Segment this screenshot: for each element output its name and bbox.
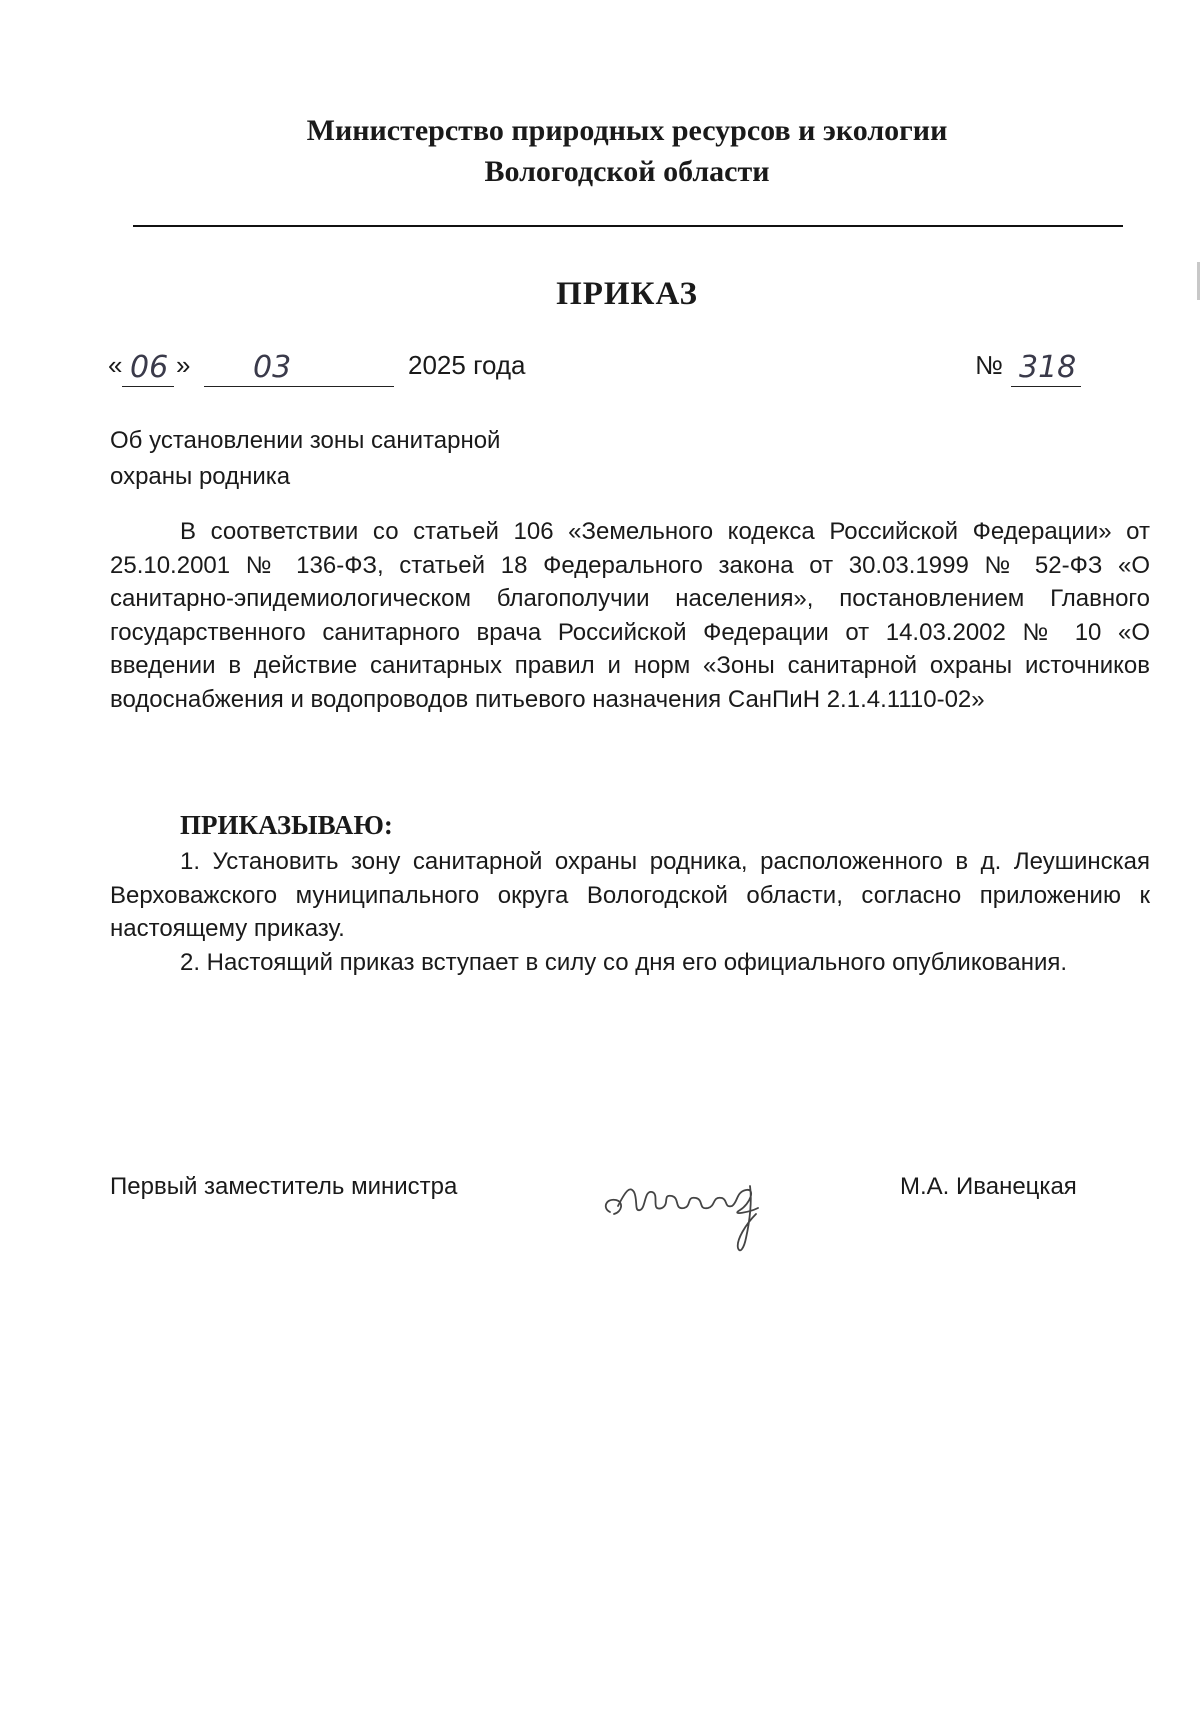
subject-line-1: Об установлении зоны санитарной bbox=[110, 427, 501, 454]
date-year: 2025 года bbox=[408, 350, 526, 380]
preamble-paragraph: В соответствии со статьей 106 «Земельного кодекса Российской Федерации» от 25.10.2001 № 136-ФЗ, статьей 18 Федерального закона от 30.03.1999 № 52-ФЗ «О санитарно-эпидемиологическом благополучии населения», постановлением Главного государственного санитарного врача Российской Федерации от 14.03.2002 № 10 «О введении в действие санитарных правил и норм «Зоны санитарной охраны источников водоснабжения и водопроводов питьевого назначения СанПиН 2.1.4.1110-02» bbox=[110, 518, 1150, 713]
signer-position: Первый заместитель министра bbox=[110, 1173, 458, 1200]
number-value: 318 bbox=[1019, 350, 1077, 385]
ministry-header bbox=[0, 110, 1200, 192]
number-label: № bbox=[975, 350, 1003, 380]
ministry-name: Министерство природных ресурсов и экологии bbox=[306, 114, 948, 147]
region-name: Вологодской области bbox=[484, 155, 770, 188]
handwritten-signature bbox=[600, 1150, 800, 1260]
subject-line-2: охраны родника bbox=[110, 463, 291, 490]
order-subject bbox=[110, 423, 500, 495]
document-title: ПРИКАЗ bbox=[556, 276, 698, 312]
order-item-1: 1. Установить зону санитарной охраны родника, расположенного в д. Леушинская Верховажского муниципального округа Вологодской области, согласно приложению к настоящему приказу. bbox=[110, 848, 1150, 942]
date-day: 06 bbox=[130, 350, 169, 385]
date-close-quote: » bbox=[176, 350, 191, 380]
order-items bbox=[110, 845, 1150, 979]
month-underline bbox=[204, 350, 394, 387]
signer-name: М.А. Иванецкая bbox=[900, 1173, 1077, 1200]
date-open-quote: « bbox=[108, 350, 123, 380]
header-divider bbox=[133, 225, 1123, 227]
date-month: 03 bbox=[253, 350, 292, 385]
decree-heading: ПРИКАЗЫВАЮ: bbox=[180, 810, 393, 840]
order-item-2: 2. Настоящий приказ вступает в силу со дня его официального опубликования. bbox=[180, 948, 1068, 976]
